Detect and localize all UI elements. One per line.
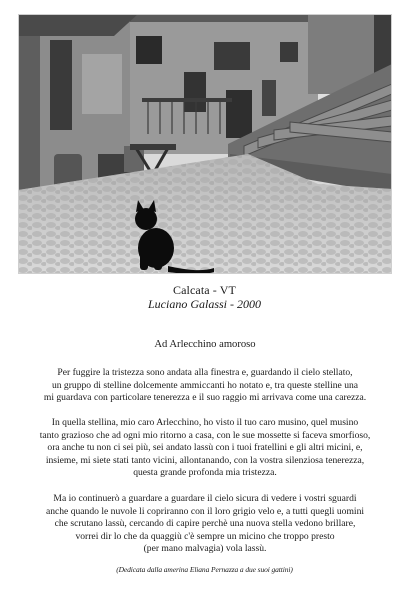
poem-line: questa grande profonda mia tristezza. [133, 467, 277, 479]
photo-caption-credit: Luciano Galassi - 2000 [147, 297, 261, 311]
poem-line: un gruppo di stelline dolcemente ammiccanti ho notato e, tra queste stelline una [51, 379, 359, 391]
dedication-note: (Dedicata dalla amerina Eliana Pernazza a due suoi gattini) [116, 565, 293, 574]
poem-line: In quella stellina, mio caro Arlecchino, ho visto il tuo caro musino, quel musino [51, 417, 359, 428]
poem-line: ora anche tu non ci sei più, sei andato lassù con i tuoi fratellini e gli altri micini, e, [47, 442, 363, 454]
poem-line: insieme, mi siete stati tanto vicini, allontanando, con la vostra silenziosa tenerezza, [45, 454, 365, 466]
poem-line: mi guardava con particolare tenerezza e il suo raggio mi arrivava come una carezza. [43, 392, 367, 404]
poem-title: Ad Arlecchino amoroso [154, 339, 256, 350]
poem-stanza [20, 493, 390, 556]
photo-caption-place: Calcata - VT [173, 283, 236, 297]
poem-line: Per fuggire la tristezza sono andata alla finestra e, guardando il cielo stellato, [57, 367, 353, 378]
poem-line: Ma io continuerò a guardare a guardare il cielo sicura di vedere i vostri sguardi [53, 493, 357, 504]
poem-line: vorrei dir lo che da quaggiù c'è sempre un micino che troppo presto [75, 530, 335, 542]
poem-line: tanto grazioso che ad ogni mio ritorno a casa, con le sue mossette si faceva smorfioso, [39, 429, 371, 441]
cat-courtyard-photo [18, 14, 392, 274]
poem-line: che scrutano lassù, cercando di capire perchè una nuova stella vedono brillare, [54, 518, 356, 530]
poem-line: (per mano malvagia) vola lassù. [143, 543, 267, 555]
poem-line: anche quando le nuvole li copriranno con il loro grigio velo e, a tutti quegli uomini [45, 505, 365, 517]
photo-illustration [18, 14, 392, 274]
poem-stanza [20, 367, 390, 405]
poem-stanza [20, 417, 390, 480]
